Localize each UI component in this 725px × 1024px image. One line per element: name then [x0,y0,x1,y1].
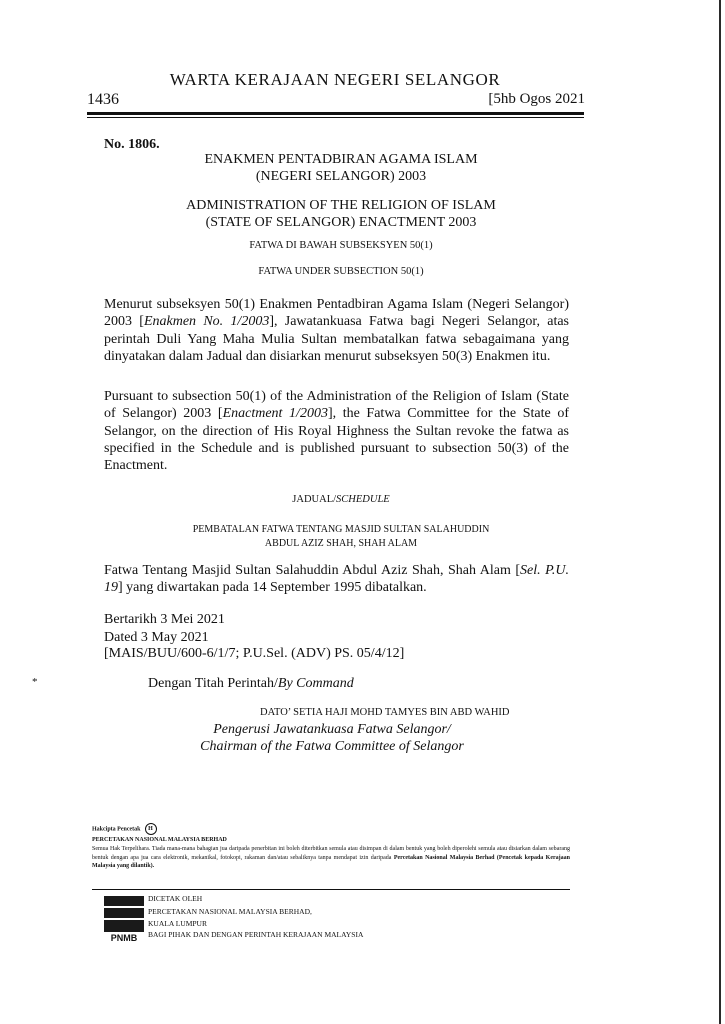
schedule-title-line1: PEMBATALAN FATWA TENTANG MASJID SULTAN SALAHUDDIN [192,524,490,535]
printer-line1: DICETAK OLEH [148,894,203,903]
enactment-title-ms-line1: ENAKMEN PENTADBIRAN AGAMA ISLAM [204,152,478,167]
paragraph-english-text-b: ], the Fatwa Committee for the State of Selangor, on the direction of His Royal Highness the Sultan revoke the fatwa as specified in the Schedule and is published pursuant to subsection 50(3) of the Enactment. [104,406,569,474]
by-command-en: By Command [277,676,354,691]
copyright-label: Hakcipta Pencetak [92,826,141,833]
copyright-circle-icon: H [145,823,157,835]
header-rule-thin [87,117,584,118]
schedule-heading [0,494,682,505]
notice-number: No. 1806. [104,137,160,152]
paragraph-malay-text-a: Menurut subseksyen 50(1) Enakmen Pentadbiran Agama Islam (Negeri Selangor) 2003 [ [104,297,569,330]
reference-number: [MAIS/BUU/600-6/1/7; P.U.Sel. (ADV) PS. 05/4/12] [104,646,405,661]
pnmb-logo-icon [104,896,144,942]
copyright-notice [92,845,570,871]
header-rule-thick [87,112,584,115]
date-malay: Bertarikh 3 Mei 2021 [104,612,225,627]
enactment-title-en-line1: ADMINISTRATION OF THE RELIGION OF ISLAM [186,198,496,213]
schedule-heading-en: SCHEDULE [336,494,390,505]
fatwa-text-b: ] yang diwartakan pada 14 September 1995 dibatalkan. [118,580,427,596]
fatwa-citation: Sel. P.U. 19 [104,563,570,596]
printer-line3: KUALA LUMPUR [148,919,207,928]
enactment-title-ms-line2: (NEGERI SELANGOR) 2003 [255,169,427,184]
date-english: Dated 3 May 2021 [104,630,209,645]
printer-line2: PERCETAKAN NASIONAL MALAYSIA BERHAD, [148,907,312,916]
page-edge [719,0,721,1024]
page-number: 1436 [87,91,119,108]
gazette-title: WARTA KERAJAAN NEGERI SELANGOR [169,70,501,89]
by-command-line [148,676,354,692]
paragraph-malay [104,296,569,365]
fatwa-subtitle-ms: FATWA DI BAWAH SUBSEKSYEN 50(1) [249,240,433,251]
by-command-ms: Dengan Titah Perintah/ [148,676,278,691]
paragraph-malay-citation: Enakmen No. 1/2003 [143,314,270,330]
publisher-name: PERCETAKAN NASIONAL MALAYSIA BERHAD [92,837,227,843]
signatory-title-ms: Pengerusi Jawatankuasa Fatwa Selangor/ [213,722,451,737]
schedule-title-line2: ABDUL AZIZ SHAH, SHAH ALAM [264,538,418,549]
copyright-line [92,823,570,835]
signatory-name: DATO’ SETIA HAJI MOHD TAMYES BIN ABD WAHID [260,707,510,718]
signatory-title-en: Chairman of the Fatwa Committee of Selangor [200,739,464,754]
copyright-notice-b: Percetakan Nasional Malaysia Berhad (Pencetak kepada Kerajaan Malaysia yang dilantik). [92,854,570,869]
paragraph-english-citation: Enactment 1/2003 [222,406,328,422]
footer-rule [92,889,570,890]
paragraph-english-text-a: Pursuant to subsection 50(1) of the Administration of the Religion of Islam (State of Selangor) 2003 [ [104,389,569,422]
enactment-title-en-line2: (STATE OF SELANGOR) ENACTMENT 2003 [205,215,477,230]
fatwa-text-a: Fatwa Tentang Masjid Sultan Salahuddin Abdul Aziz Shah, Shah Alam [ [104,563,521,578]
copyright-notice-a: Semua Hak Terpelihara. Tiada mana-mana bahagian jua daripada penerbitan ini boleh diterbitkan semula atau disimpan di dalam bentuk yang boleh diperolehi semula atau disiarkan dalam sebarang bentuk dengan apa jua cara elektronik, mekanikal, fotokopi, rakaman dan/atau sebaliknya tanpa mendapat izin daripada [92,846,570,861]
paragraph-english [104,388,569,474]
schedule-heading-ms: JADUAL/ [292,494,337,505]
gazette-date: [5hb Ogos 2021 [488,91,585,107]
paragraph-malay-text-b: ], Jawatankuasa Fatwa bagi Negeri Selangor, atas perintah Duli Yang Maha Mulia Sultan membatalkan fatwa sebagaimana yang dinyatakan dalam Jadual dan disiarkan menurut subseksyen 50(3) Enakmen itu. [104,314,569,364]
margin-asterisk: * [32,676,38,688]
fatwa-revocation-text [104,562,569,597]
pnmb-logo-text: PNMB [110,933,138,942]
fatwa-subtitle-en: FATWA UNDER SUBSECTION 50(1) [258,266,424,277]
printer-line4: BAGI PIHAK DAN DENGAN PERINTAH KERAJAAN MALAYSIA [148,930,364,939]
